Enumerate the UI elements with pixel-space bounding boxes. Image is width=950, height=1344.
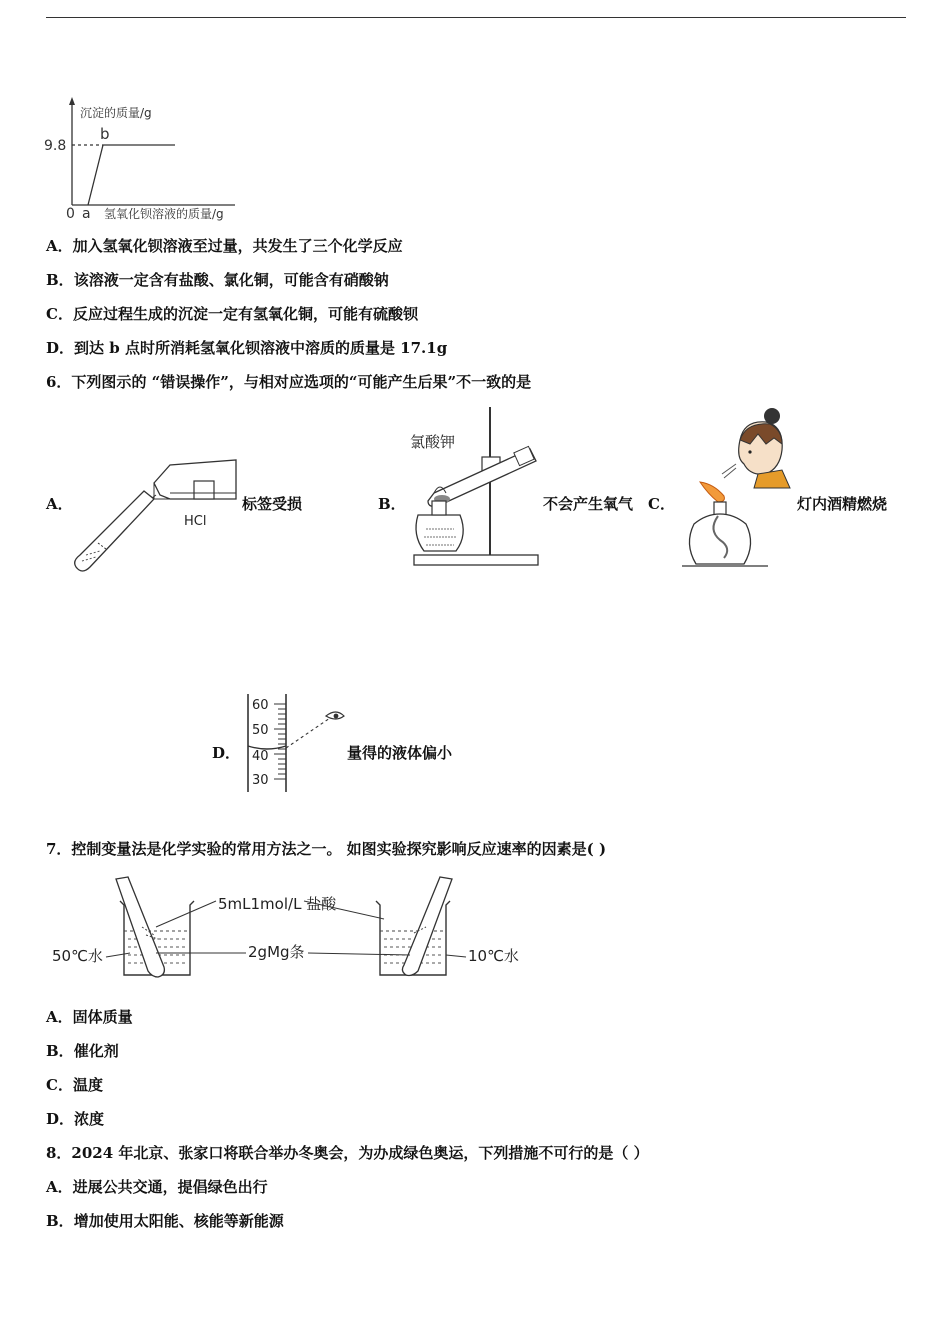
q6-option-d-letter[interactable]: D．	[212, 744, 241, 762]
option-letter: D．	[46, 1110, 75, 1128]
bottle-label	[194, 481, 214, 499]
pouring-hcl-illustration	[70, 455, 242, 575]
option-letter: C．	[46, 1076, 73, 1094]
y-value-label: 9.8	[44, 138, 67, 154]
point-b-label: b	[100, 125, 110, 143]
top-rule	[46, 17, 906, 18]
q6-option-b-text: 不会产生氧气	[543, 495, 634, 513]
q6-option-a-letter[interactable]: A．	[46, 495, 73, 513]
test-tube	[75, 491, 154, 571]
q7-option-a[interactable]	[46, 1007, 133, 1027]
q6-option-c-text: 灯内酒精燃烧	[797, 495, 888, 513]
origin-label: 0	[66, 206, 75, 222]
point-a-label: a	[82, 206, 91, 222]
option-text: 温度	[72, 1076, 103, 1094]
option-letter: C．	[46, 305, 73, 323]
option-letter: A．	[46, 1178, 73, 1196]
acid-label: 5mL1mol/L 盐酸	[218, 895, 337, 913]
option-text: 增加使用太阳能、核能等新能源	[73, 1212, 284, 1230]
y-axis-arrow	[69, 97, 75, 105]
option-text: 固体质量	[72, 1008, 133, 1026]
q6-option-a-text: 标签受损	[242, 495, 303, 513]
option-text: 浓度	[74, 1110, 105, 1128]
precipitate-graph	[40, 95, 240, 225]
q8-option-a[interactable]	[46, 1177, 268, 1197]
q7-option-c[interactable]	[46, 1075, 103, 1095]
option-letter: A．	[46, 237, 73, 255]
stand-base	[414, 555, 538, 565]
tick-30: 30	[252, 773, 269, 788]
tick-50: 50	[252, 723, 269, 738]
tick-40: 40	[252, 749, 269, 764]
alcohol-lamp-b	[416, 515, 463, 551]
right-test-tube	[402, 877, 452, 976]
q6-option-d-text: 量得的液体偏小	[347, 744, 453, 762]
sight-line	[286, 718, 330, 748]
q7-stem: 7．控制变量法是化学实验的常用方法之一。 如图实验探究影响反应速率的因素是( )	[46, 840, 607, 858]
option-letter: A．	[46, 1008, 73, 1026]
option-letter: B．	[46, 1212, 74, 1230]
x-axis-label: 氢氧化钡溶液的质量/g	[104, 207, 224, 221]
q7-option-d[interactable]	[46, 1109, 104, 1129]
curve-rise	[88, 145, 103, 205]
q7-option-b[interactable]	[46, 1041, 119, 1061]
flame	[700, 482, 724, 502]
q6-option-c-letter[interactable]: C．	[648, 495, 675, 513]
graduated-cylinder-illustration	[240, 692, 350, 796]
option-text: 该溶液一定含有盐酸、氯化铜，可能含有硝酸钠	[73, 271, 389, 289]
option-letter: B．	[46, 271, 74, 289]
option-text: 进展公共交通，提倡绿色出行	[72, 1178, 268, 1196]
right-water-label: 10℃水	[468, 947, 519, 965]
option-text: 加入氢氧化钡溶液至过量，共发生了三个化学反应	[72, 237, 403, 255]
option-text: 反应过程生成的沉淀一定有氢氧化铜，可能有硫酸钡	[72, 305, 418, 323]
option-letter: B．	[46, 1042, 74, 1060]
q5-option-d[interactable]	[46, 338, 447, 358]
mg-label: 2gMg条	[248, 943, 305, 961]
option-text: 催化剂	[73, 1042, 119, 1060]
q5-option-c[interactable]	[46, 304, 418, 324]
blowing-out-lamp-illustration	[678, 404, 798, 574]
q6-stem: 6．下列图示的 “错误操作”，与相对应选项的“可能产生后果”不一致的是	[46, 373, 532, 391]
q5-option-b[interactable]	[46, 270, 389, 290]
kclo3-label: 氯酸钾	[410, 433, 456, 451]
reaction-rate-beakers-illustration	[48, 873, 528, 985]
option-text: 到达 b 点时所消耗氢氧化钡溶液中溶质的质量是 17.1g	[74, 339, 448, 357]
q8-option-b[interactable]	[46, 1211, 284, 1231]
tick-60: 60	[252, 698, 269, 713]
q6-option-b-letter[interactable]: B．	[378, 495, 406, 513]
y-axis-label: 沉淀的质量/g	[80, 106, 152, 120]
q5-option-a[interactable]	[46, 236, 403, 256]
q8-stem: 8．2024 年北京、张家口将联合举办冬奥会，为办成绿色奥运，下列措施不可行的是（ ）	[46, 1144, 649, 1162]
heating-potassium-chlorate-illustration	[398, 405, 546, 573]
option-letter: D．	[46, 339, 75, 357]
hcl-label: HCl	[184, 514, 207, 529]
left-water-label: 50℃水	[52, 947, 103, 965]
